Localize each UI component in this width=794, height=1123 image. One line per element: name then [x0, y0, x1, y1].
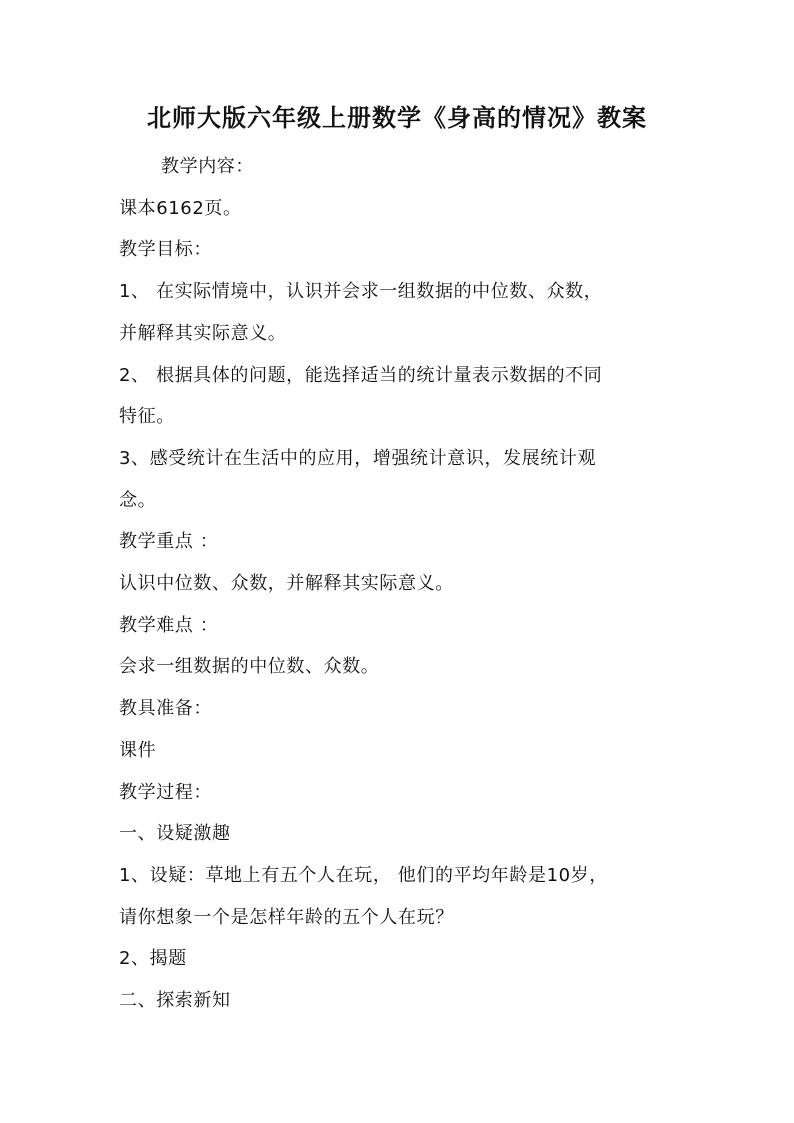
paragraph-line: 会求一组数据的中位数、众数。 — [119, 656, 380, 678]
section-heading-teaching-aids: 教具准备： — [119, 698, 212, 720]
paragraph-line: 请你想象一个是怎样年龄的五个人在玩？ — [119, 906, 454, 928]
section-heading-difficult-points: 教学难点 ： — [119, 614, 219, 636]
paragraph-line: 认识中位数、众数，并解释其实际意义。 — [119, 573, 454, 595]
section-heading-teaching-goals: 教学目标： — [119, 239, 212, 261]
paragraph-line: 1、设疑：草地上有五个人在玩， 他们的平均年龄是10岁， — [119, 864, 608, 886]
document-body — [119, 146, 675, 1022]
section-heading-teaching-content: 教学内容： — [161, 156, 254, 177]
paragraph-line: 2、揭题 — [119, 948, 187, 970]
paragraph-line: 并解释其实际意义。 — [119, 322, 287, 344]
paragraph-line: 课件 — [119, 739, 157, 761]
subsection-heading: 二、探索新知 — [119, 990, 231, 1012]
document-title: 北师大版六年级上册数学《身高的情况》教案 — [147, 103, 647, 132]
section-heading-teaching-process: 教学过程： — [119, 781, 212, 803]
paragraph-line: 特征。 — [119, 406, 175, 428]
paragraph-line: 1、 在实际情境中，认识并会求一组数据的中位数、众数， — [119, 281, 603, 303]
paragraph-line: 2、 根据具体的问题，能选择适当的统计量表示数据的不同 — [119, 364, 603, 386]
paragraph-line: 3、感受统计在生活中的应用，增强统计意识，发展统计观 — [119, 447, 597, 469]
paragraph-line: 课本6162页。 — [119, 197, 242, 219]
section-heading-key-points: 教学重点 ： — [119, 531, 219, 553]
subsection-heading: 一、设疑激趣 — [119, 823, 231, 845]
paragraph-line: 念。 — [119, 489, 157, 511]
